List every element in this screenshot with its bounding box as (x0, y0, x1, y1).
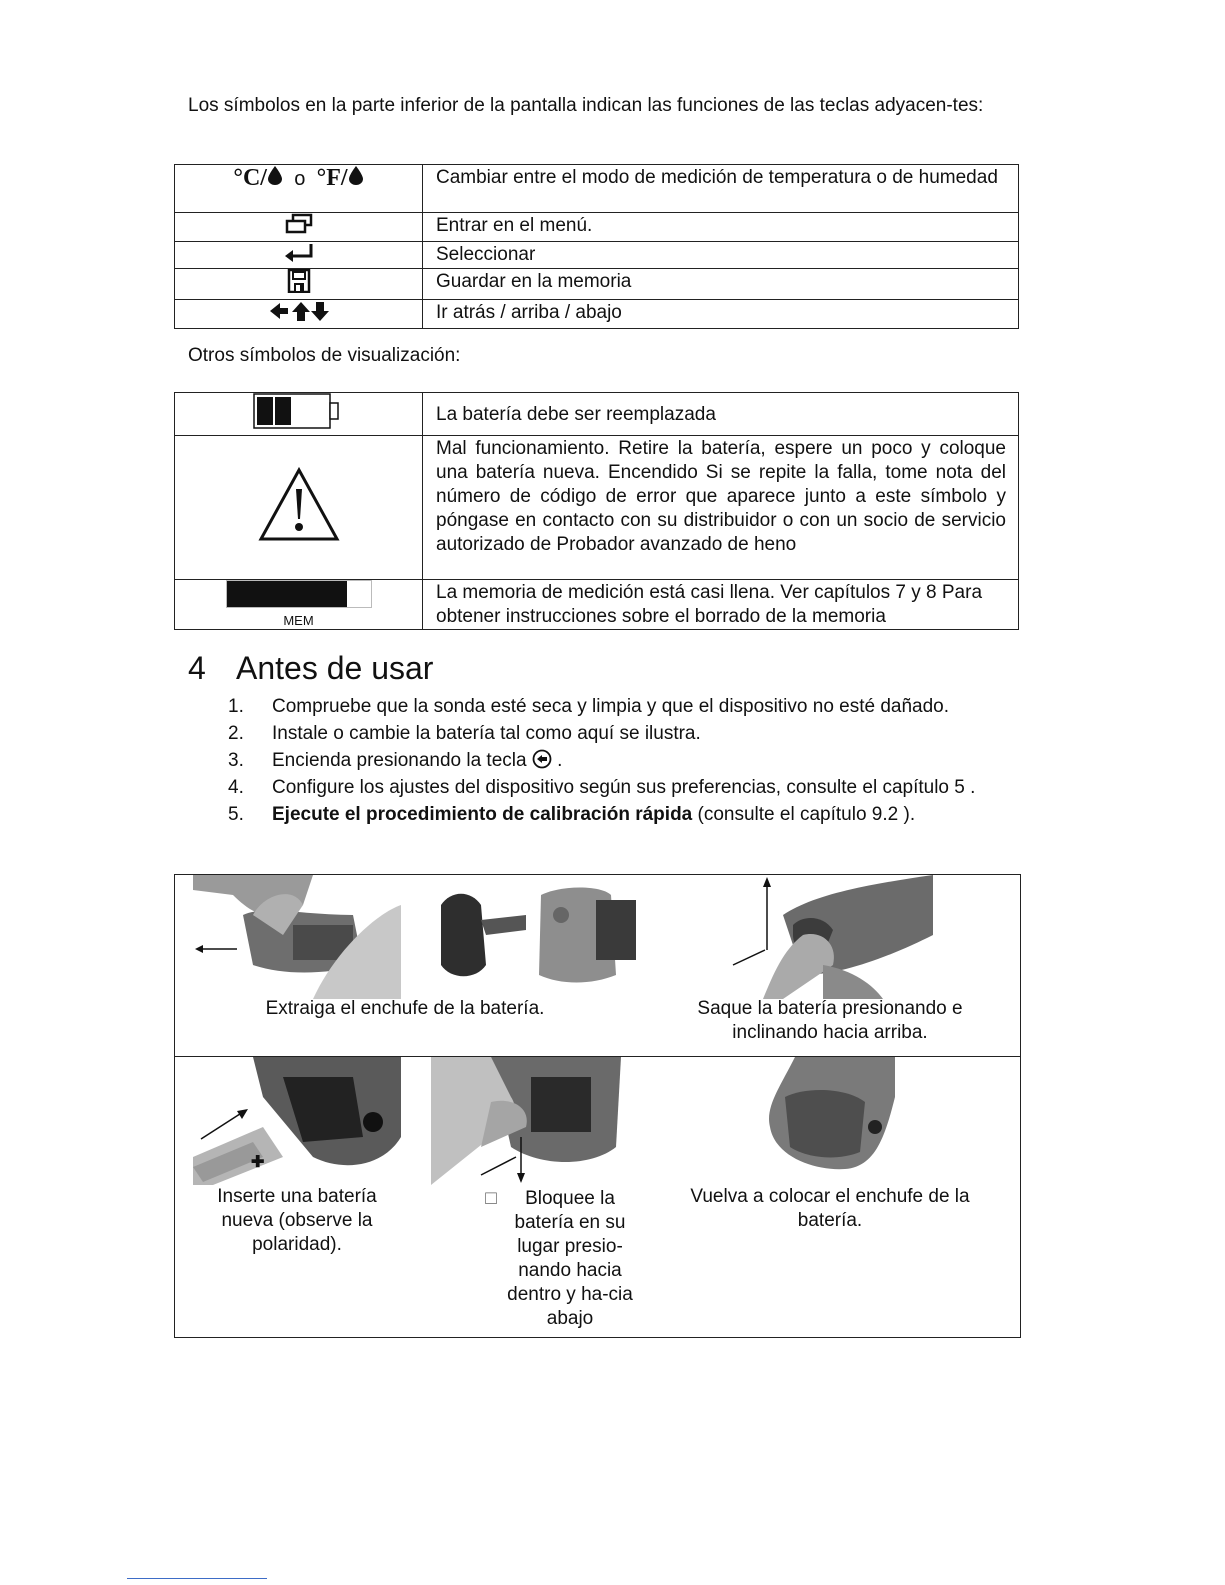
section-number: 4 (188, 650, 206, 686)
footnote-rule (127, 1578, 267, 1579)
plug-and-device-photo (431, 885, 639, 987)
remove-plug-photo (193, 875, 401, 999)
key-desc: Seleccionar (423, 242, 1019, 269)
key-symbols-table (174, 164, 1019, 329)
caption-remove-plug: Extraiga el enchufe de la batería. (265, 998, 545, 1019)
display-symbols-table (174, 392, 1019, 630)
list-item: 3. Encienda presionando la tecla . (228, 750, 563, 771)
memory-full-icon (175, 580, 423, 630)
key-desc: Ir atrás / arriba / abajo (423, 300, 1019, 329)
arrows-icon (175, 300, 423, 329)
key-desc: Entrar en el menú. (423, 213, 1019, 242)
display-desc: La memoria de medición está casi llena. Ver capítulos 7 y 8 Para obtener instrucciones sobre el borrado de la memoria (423, 580, 1019, 630)
list-item: 5. Ejecute el procedimiento de calibración rápida (consulte el capítulo 9.2 ). (228, 804, 916, 825)
enter-icon (175, 242, 423, 269)
steps-list (228, 694, 1038, 829)
replace-plug-photo (765, 1057, 895, 1177)
menu-icon (175, 213, 423, 242)
figure-row-2 (175, 1057, 1020, 1337)
temp-humidity-icon: °C/ o °F/ (175, 165, 423, 213)
caption-lock-battery: Bloquee la batería en su lugar presio-nando hacia dentro y ha-cia abajo (507, 1188, 633, 1329)
caption-replace-plug: Vuelva a colocar el enchufe de la batería. (690, 1186, 970, 1231)
key-desc: Guardar en la memoria (423, 269, 1019, 300)
other-symbols-label: Otros símbolos de visualización: (188, 345, 461, 366)
lock-battery-photo (431, 1057, 639, 1185)
checkbox-glyph: □ (485, 1188, 497, 1209)
key-desc: Cambiar entre el modo de medición de temperatura o de humedad (423, 165, 1019, 213)
list-item: 2. Instale o cambie la batería tal como aquí se ilustra. (228, 723, 701, 744)
svg-text:✚: ✚ (251, 1154, 265, 1171)
section-heading (188, 650, 433, 687)
battery-install-figure (174, 874, 1021, 1338)
figure-row-1 (175, 875, 1020, 1057)
caption-insert-battery: Inserte una batería nueva (observe la polaridad). (217, 1186, 377, 1255)
battery-low-icon (175, 393, 423, 436)
save-icon (175, 269, 423, 300)
press-tilt-photo (723, 875, 939, 999)
power-key-icon (532, 749, 552, 769)
list-item: 4. Configure los ajustes del dispositivo según sus preferencias, consulte el capítulo 5 . (228, 777, 976, 798)
caption-press-tilt: Saque la batería presionando e inclinando hacia arriba. (697, 998, 963, 1043)
warning-icon (175, 436, 423, 580)
memory-label: MEM (283, 613, 314, 628)
display-desc: La batería debe ser reemplazada (423, 393, 1019, 436)
intro-text: Los símbolos en la parte inferior de la pantalla indican las funciones de las teclas adyacen-tes: (188, 95, 984, 116)
section-title: Antes de usar (236, 650, 434, 686)
list-item: 1. Compruebe que la sonda esté seca y limpia y que el dispositivo no esté dañado. (228, 696, 950, 717)
insert-battery-photo (193, 1057, 401, 1185)
display-desc: Mal funcionamiento. Retire la batería, espere un poco y coloque una batería nueva. Encendido Si se repite la falla, tome nota del número de código de error que aparece junto a este símbolo y póngase en contacto con su distribuidor o con un socio de servicio autorizado de Probador avanzado de heno (423, 436, 1019, 580)
